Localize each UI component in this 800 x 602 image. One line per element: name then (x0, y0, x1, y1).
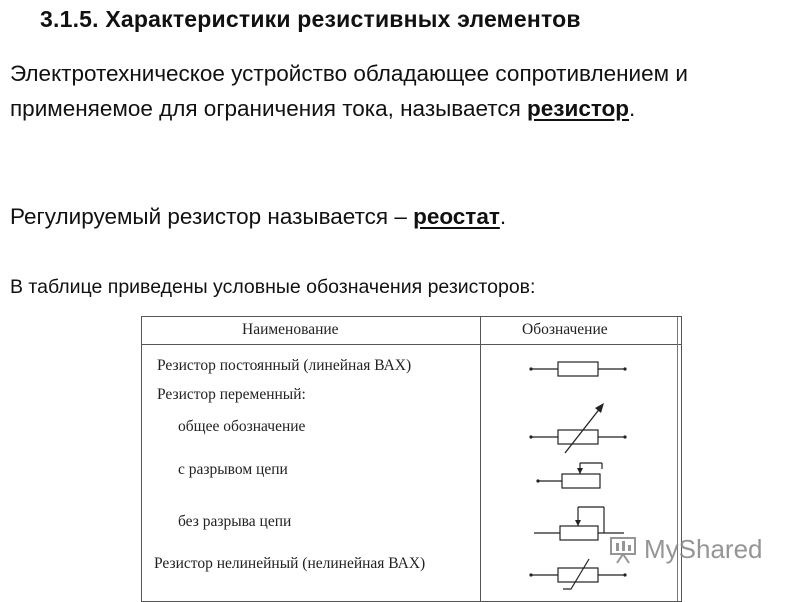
variable-resistor-icon (525, 397, 635, 457)
row-label-fixed: Резистор постоянный (линейная ВАХ) (157, 357, 412, 374)
row-label-general: общее обозначение (178, 418, 306, 435)
row-label-variable: Резистор переменный: (157, 386, 306, 403)
header-name: Наименование (242, 321, 339, 338)
row-label-open-circuit: с разрывом цепи (178, 461, 288, 478)
term-rheostat: реостат (413, 204, 500, 229)
row-label-closed-circuit: без разрыва цепи (178, 513, 292, 530)
rheostat-definition-text: Регулируемый резистор называется – (10, 204, 407, 229)
header-symbol: Обозначение (522, 321, 608, 338)
fixed-resistor-icon (525, 357, 635, 381)
section-heading: 3.1.5. Характеристики резистивных элементов (40, 6, 581, 32)
rheostat-definition (10, 199, 506, 234)
presentation-board-icon (608, 535, 638, 565)
resistor-definition-text: Электротехническое устройство обладающее сопротивлением и применяемое для ограничения тока, называется (10, 61, 688, 121)
rheostat-definition-end: . (499, 204, 507, 229)
resistor-symbols-table (141, 316, 682, 602)
rheostat-open-circuit-icon (532, 455, 632, 495)
term-resistor: резистор (527, 96, 630, 121)
watermark (608, 534, 763, 565)
resistor-definition-end: . (629, 96, 636, 121)
watermark-text: MyShared (644, 534, 763, 564)
resistor-definition (10, 56, 790, 126)
header-divider (142, 344, 681, 345)
row-label-nonlinear: Резистор нелинейный (нелинейная ВАХ) (154, 555, 426, 572)
column-divider (480, 317, 481, 601)
table-intro: В таблице приведены условные обозначения резисторов: (10, 276, 536, 298)
